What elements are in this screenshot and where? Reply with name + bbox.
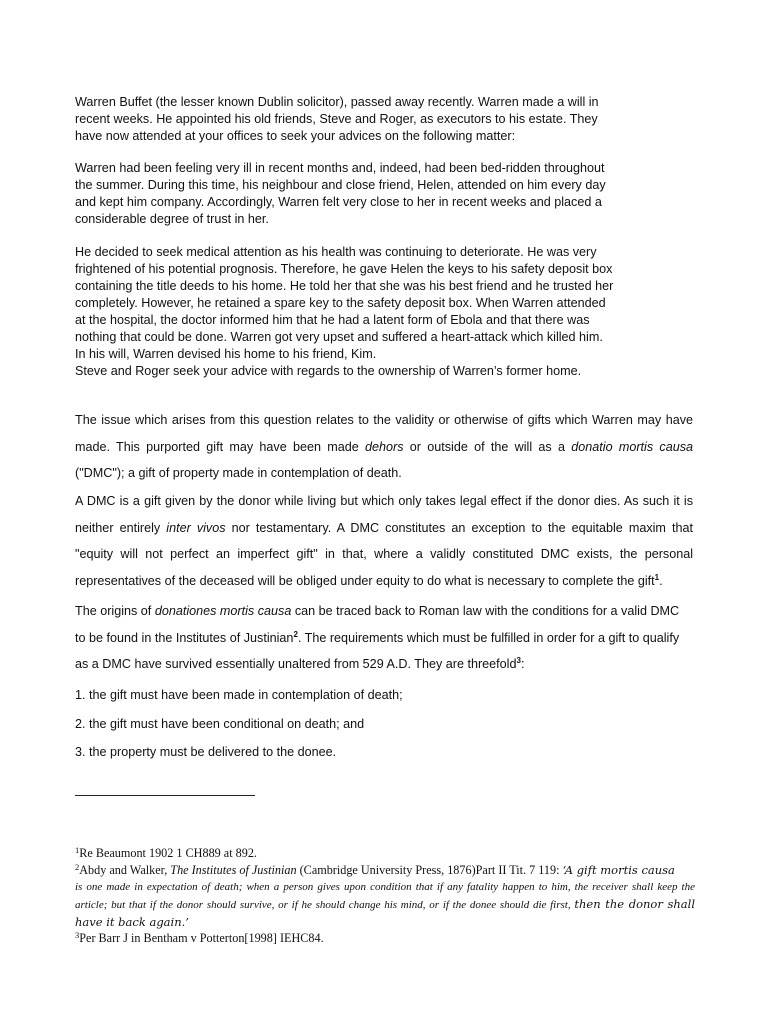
text-run: . The requirements which must be fulfilled in order for a gift to qualify as a DMC have survived essentially unaltered from 529 A.D. They are threefold <box>75 630 680 671</box>
footnote-text: Abdy and Walker, <box>79 863 171 877</box>
answer-paragraph-2 <box>75 488 693 594</box>
text-run: : <box>520 657 525 671</box>
requirements-list <box>75 681 403 767</box>
footnote-ref-1: 1 <box>654 572 660 582</box>
text-run: or outside of the will as a <box>403 439 572 454</box>
footnote-text: Per Barr J in Bentham v Potterton[1998] IEHC84. <box>79 931 324 945</box>
footnote-ref-2: 2 <box>293 629 298 639</box>
italic-term: inter vivos <box>166 520 226 535</box>
text-run: nor testamentary. A DMC constitutes an exception to the equitable maxim that "equity will not perfect an imperfect gift" in that, where a validly constituted DMC exists, the personal representatives of the deceased will be obliged under equity to do what is necessary to complete the gift <box>75 520 693 588</box>
italic-term: donationes mortis causa <box>154 604 292 618</box>
list-item: 3. the property must be delivered to the donee. <box>75 745 337 760</box>
footnote-1 <box>75 845 695 862</box>
scenario-paragraph-1: Warren Buffet (the lesser known Dublin solicitor), passed away recently. Warren made a will in recent weeks. He appointed his old friends, Steve and Roger, as executors to his estate. They have now attended at your offices to seek your advices on the following matter: <box>75 95 599 143</box>
list-item: 2. the gift must have been conditional on death; and <box>75 716 365 731</box>
text-run: The issue which arises from this question relates to the validity or otherwise of gifts which Warren may have made. This purported gift may have been made <box>75 413 693 454</box>
footnote-quote-text: is one made in expectation of death; when a person gives upon condition that if any fatality happen to him, the receiver shall keep the article; but that if the donor should survive, or if he should change his mind, or if the donee should die first, <box>75 881 695 911</box>
footnote-number: 3 <box>75 930 80 940</box>
footnote-ref-3: 3 <box>516 655 521 665</box>
text-run: A DMC is a gift given by the donor while living but which only takes legal effect if the donor dies. As such it is neither entirely <box>75 494 693 535</box>
text-run: The origins of <box>75 604 155 618</box>
footnote-number: 1 <box>75 845 80 855</box>
scenario-paragraph-2: Warren had been feeling very ill in recent months and, indeed, had been bed-ridden throughout the summer. During this time, his neighbour and close friend, Helen, attended on him every day and kept him company. Accordingly, Warren felt very close to her in recent weeks and placed a considerable degree of trust in her. <box>75 161 606 226</box>
scenario-paragraph-4: Steve and Roger seek your advice with regards to the ownership of Warren’s former home. <box>75 364 582 378</box>
footnote-quote-start: ‘A gift mortis causa <box>562 863 675 877</box>
footnote-book-title: The Institutes of Justinian <box>170 863 297 877</box>
text-run: . <box>659 573 663 588</box>
list-item: 1. the gift must have been made in contemplation of death; <box>75 688 403 702</box>
footnote-2-quote <box>75 879 695 932</box>
footnote-text: (Cambridge University Press, 1876)Part II Tit. 7 119: <box>296 863 563 877</box>
italic-term: dehors <box>365 439 404 454</box>
footnote-2 <box>75 862 695 879</box>
footnote-quote-end: then the donor shall have it back again.’ <box>75 897 696 929</box>
text-run: ("DMC"); a gift of property made in contemplation of death. <box>75 466 402 480</box>
italic-term: donatio mortis causa <box>571 439 693 454</box>
scenario-paragraph-3: He decided to seek medical attention as his health was continuing to deteriorate. He was very frightened of his potential prognosis. Therefore, he gave Helen the keys to his safety deposit box containing the title deeds to his home. He told her that she was his best friend and he trusted her completely. However, he retained a spare key to the safety deposit box. When Warren attended at the hospital, the doctor informed him that he had a latent form of Ebola and that there was nothing that could be done. Warren got very upset and suffered a heart-attack which killed him. In his will, Warren devised his home to his friend, Kim. <box>75 245 614 361</box>
footnote-text: Re Beaumont 1902 1 CH889 at 892. <box>79 846 257 860</box>
footnote-3 <box>75 930 695 947</box>
text-run: can be traced back to Roman law with the conditions for a valid DMC to be found in the Institutes of Justinian <box>75 604 680 645</box>
answer-paragraph-3 <box>75 598 693 678</box>
footnote-separator <box>75 795 255 796</box>
answer-paragraph-1 <box>75 407 693 487</box>
footnote-number: 2 <box>75 862 80 872</box>
